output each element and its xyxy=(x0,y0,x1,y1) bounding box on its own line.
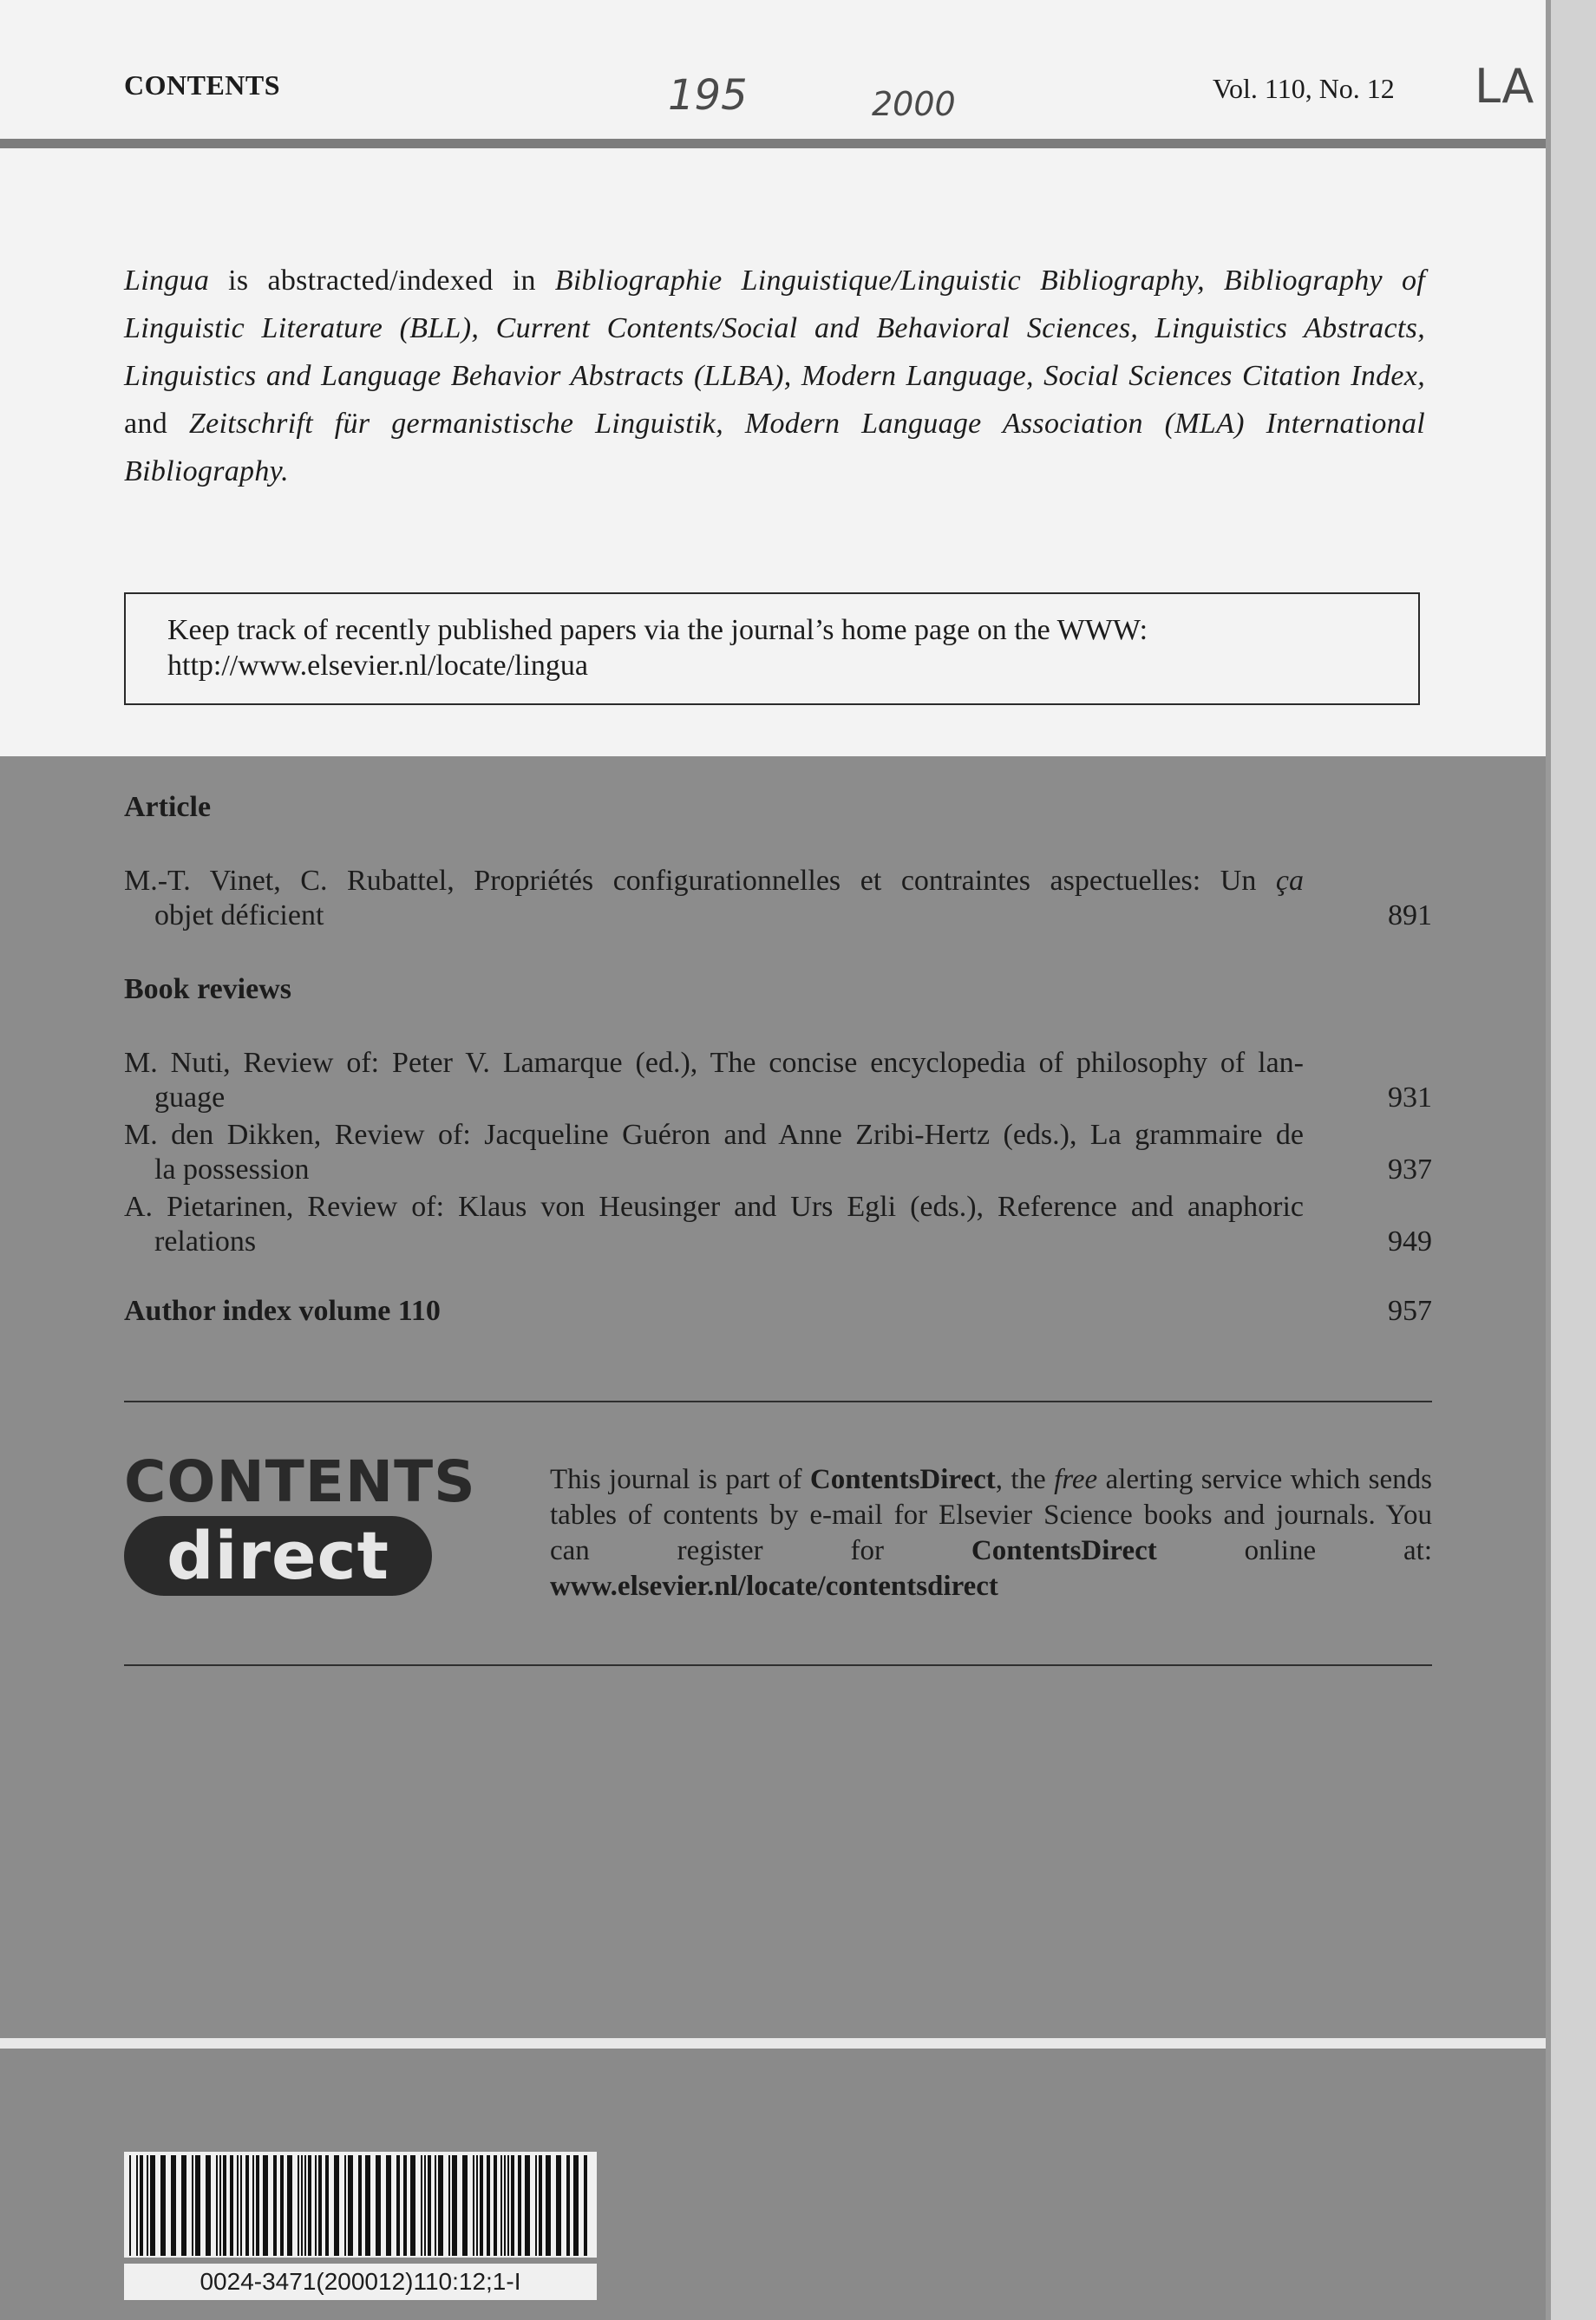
barcode-bar xyxy=(487,2155,490,2256)
barcode-number: 0024-3471(200012)110:12;1-I xyxy=(124,2264,597,2300)
barcode-bar xyxy=(348,2155,353,2256)
contentsdirect-description: This journal is part of ContentsDirect, the free alerting service which sends tables of contents by e-mail for Elsevier Science books and journals. You can register for ContentsDirect online at: www.elsevier.nl/locate/contentsdirect xyxy=(550,1464,1432,1602)
barcode-bar xyxy=(273,2155,277,2256)
barcode-bar xyxy=(358,2155,362,2256)
header-rule xyxy=(0,139,1546,148)
barcode-bar xyxy=(546,2155,551,2256)
barcode-bar xyxy=(171,2155,176,2256)
barcode-bar xyxy=(315,2155,317,2256)
barcode-bar xyxy=(344,2155,346,2256)
barcode-bar xyxy=(263,2155,268,2256)
barcode-bar xyxy=(410,2155,415,2256)
barcode-bar xyxy=(206,2155,211,2256)
contentsdirect-url[interactable]: www.elsevier.nl/locate/contentsdirect xyxy=(550,1571,998,1602)
barcode-bar xyxy=(448,2155,450,2256)
barcode-bar xyxy=(252,2155,254,2256)
barcode-bar xyxy=(325,2155,329,2256)
contents-heading: CONTENTS xyxy=(124,69,281,101)
contents-panel xyxy=(0,756,1546,2038)
barcode-bar xyxy=(518,2155,521,2256)
panel-divider xyxy=(0,2038,1546,2049)
barcode-bar xyxy=(147,2155,148,2256)
page-number: 957 xyxy=(1388,1295,1432,1327)
barcode-bar xyxy=(376,2155,381,2256)
barcode-bar xyxy=(435,2155,436,2256)
page-number: 891 xyxy=(1388,899,1432,931)
barcode-bar xyxy=(566,2155,570,2256)
review-entry: M. den Dikken, Review of: Jacqueline Guéron and Anne Zribi-Hertz (eds.), La grammaire de la possession 937 xyxy=(124,1119,1432,1186)
barcode-bar xyxy=(192,2155,193,2256)
author-index-entry: Author index volume 110 957 xyxy=(124,1295,1432,1327)
page-number: 937 xyxy=(1388,1153,1432,1186)
barcode-bar xyxy=(195,2155,200,2256)
barcode-bar xyxy=(280,2155,284,2256)
barcode-bar xyxy=(230,2155,233,2256)
notice-text: Keep track of recently published papers via the journal’s home page on the WWW: xyxy=(167,614,1148,646)
barcode-bar xyxy=(462,2155,468,2256)
barcode-bar xyxy=(480,2155,483,2256)
review-entry: A. Pietarinen, Review of: Klaus von Heusinger and Urs Egli (eds.), Reference and anaphoric relations 949 xyxy=(124,1191,1432,1258)
notice-url[interactable]: http://www.elsevier.nl/locate/lingua xyxy=(167,650,589,682)
barcode-bar xyxy=(150,2155,155,2256)
barcode-bar xyxy=(298,2155,299,2256)
barcode-bar xyxy=(219,2155,221,2256)
barcode-bar xyxy=(584,2155,587,2256)
barcode-bar xyxy=(256,2155,259,2256)
barcode-bar xyxy=(500,2155,502,2256)
indexing-paragraph: Lingua is abstracted/indexed in Bibliographie Linguistique/Linguistic Bibliography, Bibliography of Linguistic Literature (BLL), Current Contents/Social and Behavioral Sciences, Linguistics Abstracts, Linguistics and Language Behavior Abstracts (LLBA), Modern Language, Social Sciences Citation Index, and Zeitschrift für germanistische Linguistik, Modern Language Association (MLA) International Bibliography. xyxy=(124,265,1426,487)
barcode-bar xyxy=(129,2155,131,2256)
barcode-bar xyxy=(428,2155,431,2256)
page-number: 949 xyxy=(1388,1225,1432,1258)
contentsdirect-logo: CONTENTS direct xyxy=(124,1448,476,1594)
handwritten-note-1: 195 xyxy=(668,71,748,120)
barcode-bar xyxy=(301,2155,303,2256)
homepage-notice xyxy=(124,592,1420,705)
barcode-bar xyxy=(504,2155,506,2256)
barcode-bar xyxy=(476,2155,478,2256)
barcode-bar xyxy=(539,2155,542,2256)
barcode-graphic xyxy=(124,2152,597,2258)
barcode-bar xyxy=(140,2155,143,2256)
barcode-bar xyxy=(287,2155,292,2256)
barcode-bar xyxy=(334,2155,339,2256)
page-number: 931 xyxy=(1388,1082,1432,1114)
handwritten-note-3: LA xyxy=(1475,59,1534,114)
barcode-bar xyxy=(245,2155,249,2256)
barcode-bar xyxy=(511,2155,514,2256)
volume-info: Vol. 110, No. 12 xyxy=(1213,73,1395,104)
barcode-bar xyxy=(535,2155,537,2256)
handwritten-note-2: 2000 xyxy=(872,85,956,123)
review-entry: M. Nuti, Review of: Peter V. Lamarque (ed.), The concise encyclopedia of philosophy of lan- guage 931 xyxy=(124,1047,1432,1114)
barcode-bar xyxy=(403,2155,407,2256)
barcode-bar xyxy=(438,2155,443,2256)
barcode-bars xyxy=(124,2152,597,2258)
barcode-bar xyxy=(308,2155,311,2256)
barcode-bar xyxy=(160,2155,166,2256)
book-reviews-heading: Book reviews xyxy=(124,973,291,1005)
barcode-bar xyxy=(136,2155,138,2256)
barcode-bar xyxy=(365,2155,370,2256)
barcode-bar xyxy=(181,2155,186,2256)
article-heading: Article xyxy=(124,791,212,823)
barcode-bar xyxy=(396,2155,400,2256)
page-edge xyxy=(1546,0,1596,2320)
barcode-bar xyxy=(573,2155,579,2256)
barcode-bar xyxy=(216,2155,218,2256)
barcode-bar xyxy=(421,2155,422,2256)
article-entry: M.-T. Vinet, C. Rubattel, Propriétés configurationnelles et contraintes aspectuelles: Un ça objet déficient 891 xyxy=(124,865,1432,931)
divider-rule xyxy=(124,1664,1432,1666)
barcode-bar xyxy=(386,2155,391,2256)
barcode-bar xyxy=(556,2155,561,2256)
journal-name: Lingua xyxy=(124,265,210,297)
barcode-bar xyxy=(452,2155,457,2256)
barcode-bar xyxy=(304,2155,306,2256)
barcode-bar xyxy=(237,2155,239,2256)
barcode-bar xyxy=(507,2155,509,2256)
barcode-bar xyxy=(318,2155,322,2256)
divider-rule xyxy=(124,1401,1432,1402)
barcode-bar xyxy=(494,2155,497,2256)
barcode-bar xyxy=(525,2155,530,2256)
barcode-bar xyxy=(473,2155,474,2256)
barcode-bar xyxy=(223,2155,226,2256)
barcode-bar xyxy=(240,2155,242,2256)
barcode-bar xyxy=(424,2155,426,2256)
